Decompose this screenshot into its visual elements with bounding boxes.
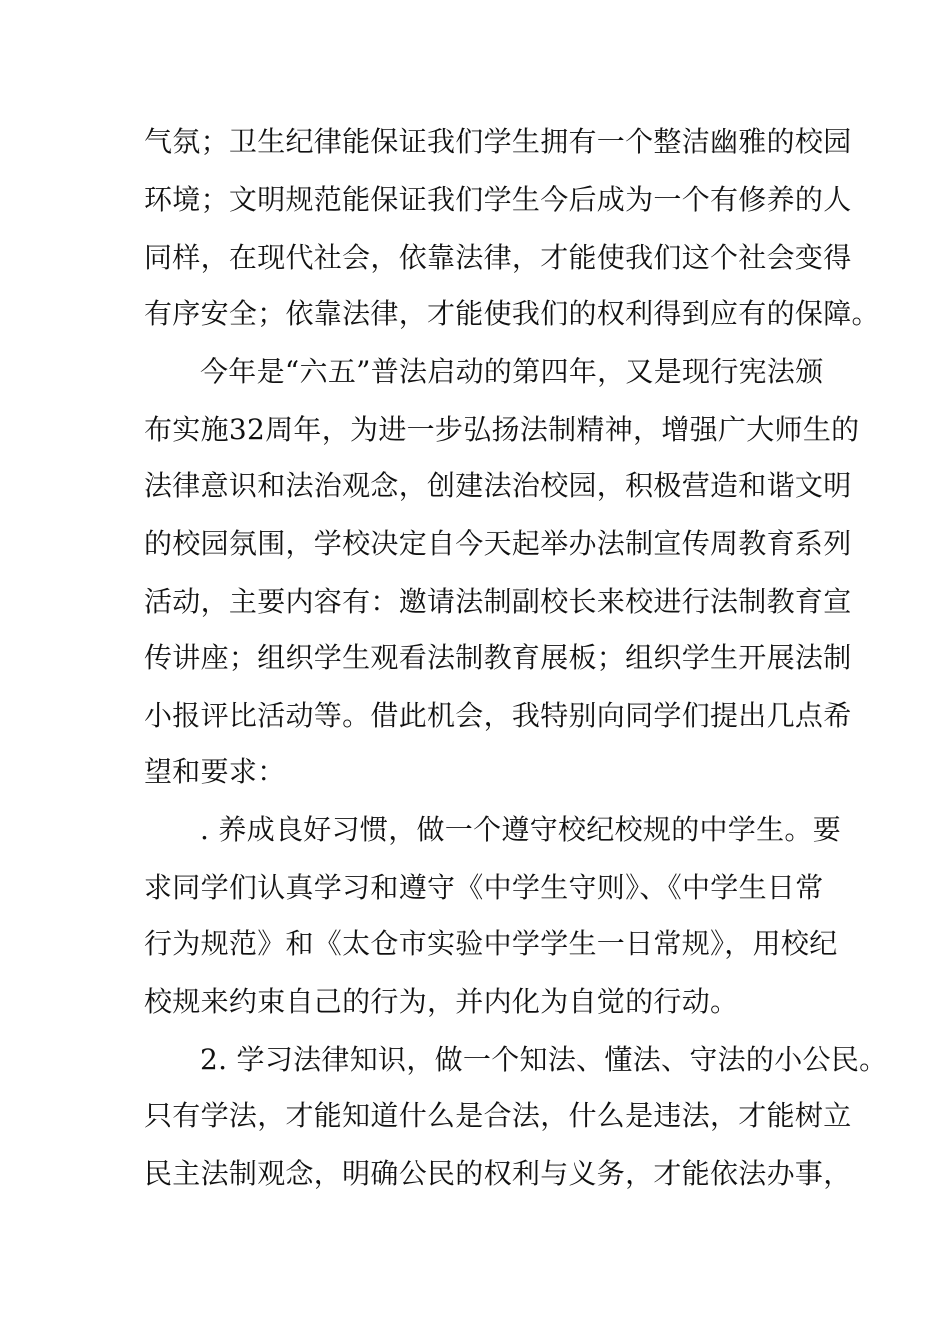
list-item-1-line: . 养成良好习惯，做一个遵守校纪校规的中学生。要 <box>200 813 842 846</box>
list-item-2-line: 2. 学习法律知识，做一个知法、懂法、守法的小公民。 <box>200 1043 888 1076</box>
text-line: 环境；文明规范能保证我们学生今后成为一个有修养的人 <box>144 183 852 216</box>
text-line: 传讲座；组织学生观看法制教育展板；组织学生开展法制 <box>144 641 852 674</box>
text-line: 活动，主要内容有：邀请法制副校长来校进行法制教育宣 <box>144 585 852 618</box>
text-line: 望和要求： <box>144 755 286 788</box>
text-line: 法律意识和法治观念，创建法治校园，积极营造和谐文明 <box>144 469 852 502</box>
text-line: 小报评比活动等。借此机会，我特别向同学们提出几点希 <box>144 699 852 732</box>
text-line: 布实施32周年，为进一步弘扬法制精神，增强广大师生的 <box>144 413 860 446</box>
text-line: 有序安全；依靠法律，才能使我们的权利得到应有的保障。 <box>144 297 880 330</box>
text-line: 行为规范》和《太仓市实验中学学生一日常规》，用校纪 <box>144 927 838 960</box>
text-line: 校规来约束自己的行为，并内化为自觉的行动。 <box>144 985 739 1018</box>
paragraph-start-line: 今年是“六五”普法启动的第四年，又是现行宪法颁 <box>200 355 824 388</box>
text-line: 气氛；卫生纪律能保证我们学生拥有一个整洁幽雅的校园 <box>144 125 852 158</box>
text-line: 的校园氛围，学校决定自今天起举办法制宣传周教育系列 <box>144 527 852 560</box>
text-line: 民主法制观念，明确公民的权利与义务，才能依法办事， <box>144 1157 852 1190</box>
text-line: 同样，在现代社会，依靠法律，才能使我们这个社会变得 <box>144 241 852 274</box>
text-line: 求同学们认真学习和遵守《中学生守则》、《中学生日常 <box>144 871 824 904</box>
text-line: 只有学法，才能知道什么是合法，什么是违法，才能树立 <box>144 1099 852 1132</box>
